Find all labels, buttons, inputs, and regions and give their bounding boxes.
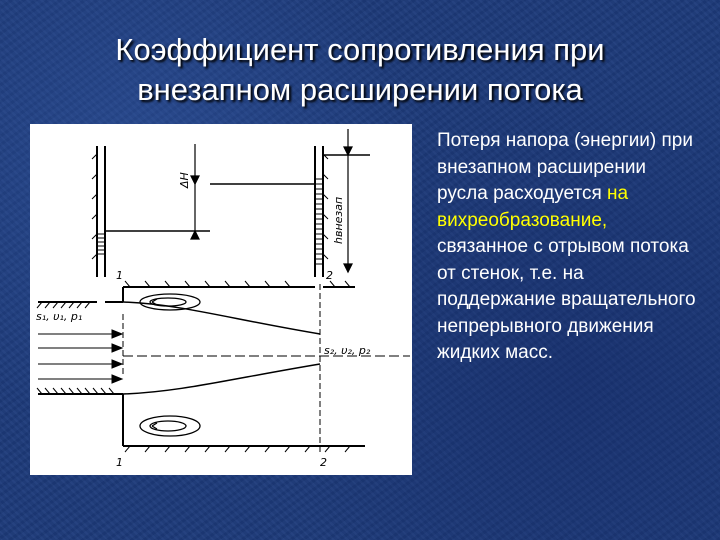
section-1-top-label: 1 xyxy=(116,269,123,282)
explanation-highlight: на вихреобразование, xyxy=(437,183,629,231)
params-1-label: s₁, υ₁, p₁ xyxy=(36,310,83,323)
section-1-bottom-label: 1 xyxy=(116,456,123,469)
explanation-part-1: Потеря напора (энергии) при внезапном расширении русла расходуется xyxy=(437,130,693,204)
delta-h-label: ΔH xyxy=(178,172,191,188)
section-2-bottom-label: 2 xyxy=(320,456,327,469)
section-2-top-label: 2 xyxy=(326,269,333,282)
vortex-bottom-outer xyxy=(140,416,200,436)
h-vnezap-label: hвнезап xyxy=(332,196,345,244)
vortex-bottom-inner xyxy=(150,421,186,431)
diagram-svg xyxy=(30,124,412,475)
vortex-top-outer xyxy=(140,294,200,310)
vortex-top-inner xyxy=(150,298,186,306)
explanation-part-2: связанное с отрывом потока от стенок, т.е. на поддержание вращательного непрерывного движения жидких масс. xyxy=(437,236,696,363)
sudden-expansion-diagram xyxy=(30,124,412,475)
title-line-1: Коэффициент сопротивления при xyxy=(115,32,605,67)
params-2-label: s₂, υ₂, p₂ xyxy=(324,344,371,357)
title-line-2: внезапном расширении потока xyxy=(137,72,583,107)
separation-curve-bottom xyxy=(123,364,320,394)
separation-curve-top xyxy=(123,302,320,334)
explanation-text xyxy=(437,128,702,367)
slide-title xyxy=(0,30,720,110)
